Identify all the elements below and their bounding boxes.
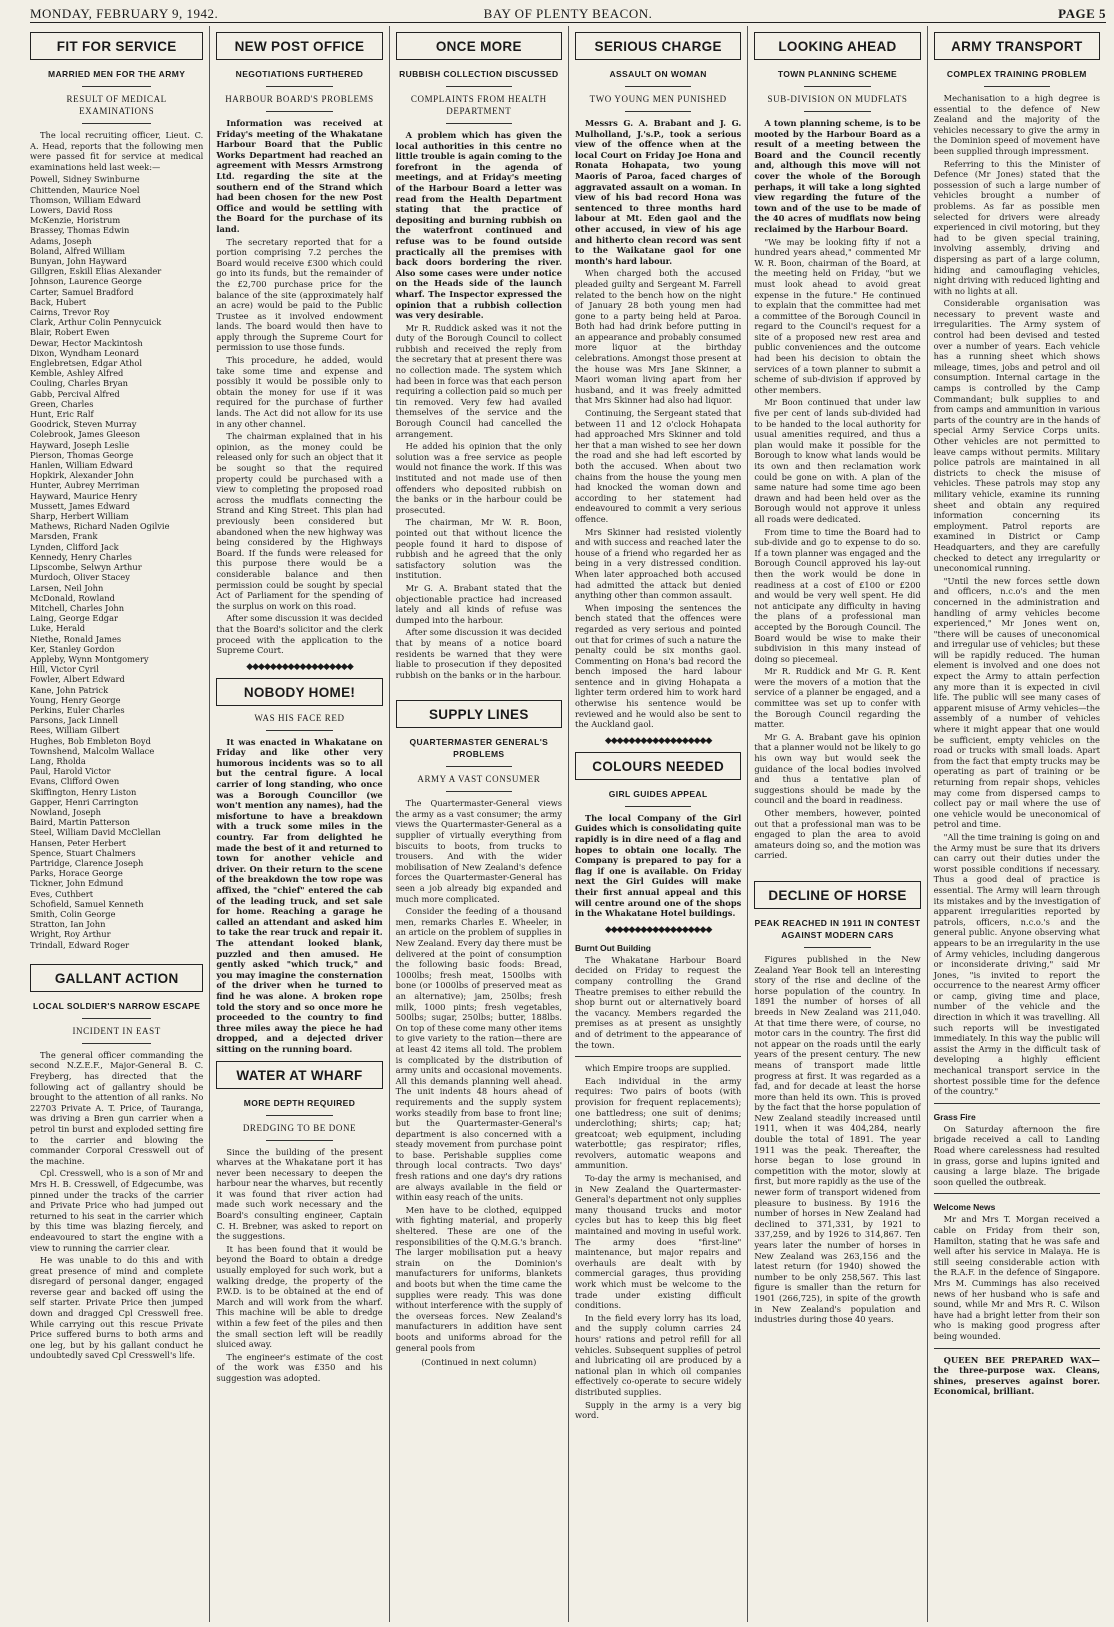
subheadline: PEAK REACHED IN 1911 IN CONTEST AGAINST MODERN CARS	[754, 917, 921, 940]
page-number: PAGE 5	[1058, 6, 1106, 21]
article-paragraph: After some discussion it was decided that the Board's solicitor and the clerk proceed with the application to the Supreme Court.	[216, 613, 383, 656]
recruit-name: Mitchell, Charles John	[30, 602, 125, 613]
recruit-name: Lang, Rholda	[30, 755, 86, 766]
recruit-name: Wright, Roy Arthur	[30, 929, 111, 940]
subheadline: QUARTERMASTER GENERAL'S PROBLEMS	[409, 737, 549, 760]
recruit-name: Perkins, Euler Charles	[30, 704, 125, 715]
recruit-name: Hill, Victor Cyril	[30, 664, 99, 675]
recruit-name: Hayward, Joseph Leslie	[30, 439, 130, 450]
article-paragraph: The Whakatane Harbour Board decided on Friday to request the company controlling the Grand Theatre premises to either rebuild the shop burnt out or alternatively board the vacancy. Members regarded the premises as at present as unsightly and of detriment to the appearance of the town.	[574, 954, 742, 1050]
article-paragraph: Referring to this the Minister of Defence (Mr Jones) stated that the possession of such a large number of vehicles brought a number of problems. As far as possible men selected for drivers were already experienced in civil motoring, but they had to be given special training, involving assembly, driving and dispersing as part of a large column, hiding and camouflaging vehicles, night driving with reduced lighting and with no lights at all.	[933, 158, 1100, 296]
divider	[446, 86, 513, 87]
column-3	[389, 26, 568, 1622]
recruit-name: Hunt, Eric Ralf	[30, 409, 94, 420]
subheadline-secondary: COMPLAINTS FROM HEALTH DEPARTMENT	[410, 94, 547, 116]
recruit-name: Rees, William Gilbert	[30, 725, 120, 736]
article-paragraph: "We may be looking fifty if not a hundred years ahead," commented Mr W. R. Boon, chairman of the Board, at the meeting held on Friday, "but we must look ahead to avoid great expense in the future." He continued to explain that the committee had met a committee of the Borough Council in regard to the Council's request for a site of a proposed new rest area and public conveniences and the outcome had been his decision to obtain the services of a town planner to submit a scheme of sub-division if approved by other members.	[754, 236, 921, 395]
recruit-name: McKenzie, Horistrum	[30, 215, 121, 226]
recruit-name: Englebretsen, Edgar Athol	[30, 358, 142, 369]
article-paragraph: When charged both the accused pleaded guilty and Sergeant M. Farrell related to the bench how on the night of January 28 both young men had gone to a party being held at Paroa. Both had had drink before putting in an appearance and probably consumed more liquor at the birthday celebrations. Amongst those present at the house was Mrs Jane Skinner, a Maori woman living apart from her husband, and it was freely admitted that Mrs Skinner had also had liquor.	[574, 268, 742, 406]
divider	[266, 1140, 333, 1141]
recruit-name: Brassey, Thomas Edwin	[30, 225, 130, 236]
recruit-name: Nowland, Joseph	[30, 806, 102, 817]
headline-water-at-wharf: WATER AT WHARF	[216, 1061, 382, 1089]
newspaper-name: BAY OF PLENTY BEACON.	[483, 6, 653, 21]
column-2	[209, 26, 388, 1622]
headline-supply-lines: SUPPLY LINES	[396, 700, 562, 728]
ornamental-divider: ◆◆◆◆◆◆◆◆◆◆◆◆◆◆◆◆◆◆	[604, 924, 712, 935]
recruit-name: Steel, William David McClellan	[30, 827, 161, 838]
divider	[82, 1043, 151, 1044]
recruit-name: Johnson, Laurence George	[30, 276, 142, 287]
recruit-name: Partridge, Clarence Joseph	[30, 857, 144, 868]
column-4	[568, 26, 747, 1622]
article-lead: A town planning scheme, is to be mooted by the Harbour Board as a result of a meeting between the Board and the Council recently and, although this move will not cover the whole of the Borough perhaps, it will take a long sighted view regarding the future of the town and of the use to be made of the 40 acres of mudflats now being reclaimed by the Harbour Board.	[754, 118, 921, 234]
recruit-name: Larsen, Neil John	[30, 582, 104, 593]
divider	[266, 730, 333, 731]
divider	[934, 1193, 1100, 1194]
recruit-name: Baird, Martin Patterson	[30, 817, 130, 828]
recruit-name: Stratton, Ian John	[30, 919, 106, 930]
recruit-name: Hansen, Peter Herbert	[30, 837, 126, 848]
article-paragraph: On Saturday afternoon the fire brigade received a call to Landing Road where carelessness had resulted in grass, gorse and lupins ignited and causing a large blaze. The brigade soon quelled the outbreak.	[933, 1123, 1100, 1187]
recruit-name: Gillgren, Eskill Elias Alexander	[30, 266, 162, 277]
article-paragraph: Supply in the army is a very big word.	[574, 1399, 742, 1421]
recruit-name: Trindall, Edward Roger	[30, 939, 130, 950]
column-5	[747, 26, 926, 1622]
article-paragraph: The local recruiting officer, Lieut. C. A. Head, reports that the following men were passed fit for service at medical examinations held last week:—	[30, 130, 204, 172]
headline-serious-charge: SERIOUS CHARGE	[575, 32, 741, 60]
headline-nobody-home: NOBODY HOME!	[216, 678, 382, 706]
subheadline-secondary: RESULT OF MEDICAL EXAMINATIONS	[66, 94, 167, 116]
divider	[625, 806, 692, 807]
subheadline-secondary: HARBOUR BOARD'S PROBLEMS	[225, 94, 374, 104]
divider	[446, 791, 513, 792]
recruit-name: Appleby, Wynn Montgomery	[30, 653, 149, 664]
divider	[82, 86, 151, 87]
recruit-name: Carter, Samuel Bradford	[30, 286, 134, 297]
recruit-name: Paul, Harold Victor	[30, 766, 111, 777]
subheadline-secondary: DREDGING TO BE DONE	[242, 1122, 357, 1133]
headline-decline-of-horse: DECLINE OF HORSE	[754, 881, 920, 909]
subheadline-secondary: ARMY A VAST CONSUMER	[417, 774, 541, 785]
subheadline: MARRIED MEN FOR THE ARMY	[48, 69, 186, 79]
recruit-name: Parsons, Jack Linnell	[30, 715, 118, 726]
subheadline: GIRL GUIDES APPEAL	[608, 788, 708, 799]
article-paragraph: Consider the feeding of a thousand men, remarks Charles E. Wheeler, in an article on the problem of supplies in New Zealand. Every day there must be delivered at the point of consumption the following basic foods: Bread, 1000lbs; fresh meat, 1500lbs with bone (or 1000lbs of preserved meat as an alternative); jam, 250lbs; fresh milk, 1000 pints; fresh vegetables, 500lbs; sugar, 250lbs; butter, 188lbs. On top of these come many other items to give variety to the ration—there are at least 42 items all told. The problem is complicated by the distribution of army units and occasional movements. All this demands planning well ahead. The unit indents 48 hours ahead of requirements and the supply system works steadily from base to front line; but the Quartermaster-General's department is also concerned with a steady movement from purchase point to base. Perishable supplies come through local contracts. Two days' fresh rations and one day's dry rations are always available in the field or within easy reach of the units.	[395, 906, 562, 1203]
issue-date: MONDAY, FEBRUARY 9, 1942.	[30, 6, 219, 21]
brief-heading: Grass Fire	[933, 1111, 976, 1122]
ornamental-divider: ◆◆◆◆◆◆◆◆◆◆◆◆◆◆◆◆◆◆	[604, 735, 712, 746]
article-paragraph: The local Company of the Girl Guides which is consolidating quite rapidly is in dire need of a flag and hopes to obtain one locally. The Company is prepared to pay for a flag if one is available. On Friday next the Girl Guides will make their first annual appeal and this will centre around one of the shops in the Whakatane Hotel buildings.	[574, 812, 742, 919]
divider	[266, 111, 333, 112]
article-paragraph: "All the time training is going on and the Army must be sure that its drivers can carry out their duties under the worst possible conditions if necessary. Thus a good deal of practice is essential. The Army will learn through its mistakes and by the investigation of apparent irregularities reported by patrols, officers, n.c.o.'s and the general public. Anyone observing what appears to be an irregularity in the use of Army vehicles, including dangerous or inconsiderate driving," said Mr Jones, "is invited to report the occurrence to the nearest Army officer or camp, giving time and place, number of the vehicle and the direction in which it was travelling. All such reports will be investigated immediately. In this way the public will assist the Army in the difficult task of developing a highly efficient mechanical transport service in the shortest possible time for the defence of the country."	[933, 831, 1100, 1097]
article-paragraph: The chairman explained that in his opinion, as the money could be released only for such an object that it be sought so that the required property could be purchased with a view to completing the proposed road across the mudflats connecting the Strand and King Street. This plan had previously been considered but abandoned when the new highway was being considered by the Highways Board. If the funds were released for this purpose there would be a considerable balance and then permission could be sought by special Act of Parliament for the spending of the surplus on work on this road.	[216, 431, 383, 611]
article-paragraph: Mr and Mrs T. Morgan received a cable on Friday from their son, Hamilton, stating that he was safe and well after his service in Malaya. He is still seeing considerable action with the R.A.F. in the defence of Singapore. Mrs M. Cummings has also received news of her husband who is safe and sound, while Mr and Mrs R. C. Wilson have had a bright letter from their son who is making good progress after being wounded.	[933, 1214, 1100, 1341]
article-paragraph: Mr R. Ruddick asked was it not the duty of the Borough Council to collect rubbish and received the reply from the secretary that at present there was no collection made. The system which had been in force was that each person requiring a collection paid so much per tin removed. Very few had availed themselves of the service and the Borough Council had cancelled the arrangement.	[395, 322, 562, 439]
recruit-name: Skiffington, Henry Liston	[30, 786, 137, 797]
subheadline: RUBBISH COLLECTION DISCUSSED	[399, 69, 559, 79]
article-paragraph: Men have to be clothed, equipped with fighting material, and properly sheltered. These are one of the responsibilities of the Q.M.G.'s branch. The larger mobilisation put a heavy strain on the Dominion's manufacturers for uniforms, blankets and boots but when the time came the supplies were ready. This was done without interference with the supply of the overseas forces. New Zealand's manufacturers in addition have sent boots and uniforms abroad for the general pools from	[395, 1204, 562, 1353]
recruit-name: Gabb, Percival Alfred	[30, 388, 120, 399]
recruit-name: Clark, Arthur Colin Pennycuick	[30, 317, 162, 328]
column-1	[30, 26, 209, 1622]
recruit-name: Laing, George Edgar	[30, 613, 118, 624]
subheadline: MORE DEPTH REQUIRED	[243, 1097, 356, 1108]
recruit-name: McDonald, Rowland	[30, 592, 115, 603]
subheadline: TOWN PLANNING SCHEME	[777, 69, 898, 79]
recruit-name: Lipscombe, Selwyn Arthur	[30, 562, 142, 573]
recruit-name: Mathews, Richard Naden Ogilvie	[30, 521, 170, 532]
recruit-name: Tickner, John Edmund	[30, 878, 124, 889]
recruit-name: Fowler, Albert Edward	[30, 674, 125, 685]
subheadline-secondary: INCIDENT IN EAST	[72, 1025, 161, 1036]
article-paragraph: When imposing the sentences the bench stated that the offences were regarded as very serious and pointed out that for crimes of such a nature the penalty could be six months gaol. Commenting on Hona's bad record the bench imposed the hard labour sentence and in giving Hohapata a lighter term ordered him to work hard otherwise his sentence would be reviewed and he would also be sent to the Auckland gaol.	[574, 602, 742, 730]
recruit-name: Sharp, Herbert William	[30, 511, 129, 522]
article-paragraph: Mr G. A. Brabant gave his opinion that a planner would not be likely to go his own way but would seek the guidance of the local bodies involved and thus a tentative plan of suggestions should be made by the council and the board in readiness.	[754, 731, 921, 806]
article-lead: Messrs G. A. Brabant and J. G. Mulholland, J.'s.P., took a serious view of the offence when at the local Court on Friday Joe Hona and Ronata Hohapata, two young Maoris of Paroa, faced charges of aggravated assault on a woman. In view of his bad record Hona was sentenced to three months hard labour at Mt. Eden gaol and the other accused, in view of his age and hitherto clean record was sent to the Waikatane gaol for one month's hard labour.	[574, 118, 742, 266]
recruit-name: Murdoch, Oliver Stacey	[30, 572, 130, 583]
divider	[934, 1348, 1100, 1349]
recruit-name: Spence, Stuart Chalmers	[30, 847, 136, 858]
recruit-name: Lowers, David Ross	[30, 204, 113, 215]
recruit-name: Schofield, Samuel Kenneth	[30, 898, 144, 909]
divider	[804, 947, 871, 948]
divider	[266, 1115, 333, 1116]
recruit-name: Kennedy, Henry Charles	[30, 551, 132, 562]
recruit-name: Hunter, Aubrey Merriman	[30, 480, 140, 491]
article-paragraph: From time to time the Board had to sub-divide and go to expense to do so. If a town planner was engaged and the Borough Council approved his lay-out then the work would be done in readiness at a cost of £100 or £200 and would be very well spent. He did not anticipate any difficulty in having the plans of a professional man accepted by the Borough Council. The Board would be wise to make their subdivision in this many instead of doing so piecemeal.	[754, 526, 921, 664]
recruit-name: Gapper, Henri Carrington	[30, 796, 139, 807]
recruit-name: Hanlen, William Edward	[30, 460, 133, 471]
recruit-name: Lynden, Clifford Jack	[30, 541, 119, 552]
subheadline: LOCAL SOLDIER'S NARROW ESCAPE	[32, 1000, 201, 1011]
recruit-name: Ker, Stanley Gordon	[30, 643, 115, 654]
recruit-name: Hayward, Maurice Henry	[30, 490, 138, 501]
headline-new-post-office: NEW POST OFFICE	[216, 32, 382, 60]
recruit-name: Luke, Herald	[30, 623, 86, 634]
article-paragraph: Mr R. Ruddick and Mr G. R. Kent were the movers of a motion that the service of a planner be engaged, and a committee was set up to confer with the Borough Council regarding the matter.	[754, 666, 921, 730]
recruit-name: Adams, Joseph	[30, 235, 92, 246]
divider	[934, 1103, 1100, 1104]
article-paragraph: Each individual in the army requires: Two pairs of boots (with provision for frequent replacements); one battledress; one suit of denims; underclothing; shirts; cap; hat; greatcoat; web equipment, including waterbottle; gas respirator; rifles, revolvers, automatic weapons and ammunition.	[574, 1075, 742, 1171]
recruit-name: Pierson, Thomas George	[30, 449, 134, 460]
article-paragraph: Mr G. A. Brabant stated that the objectionable practice had increased lately and all kinds of refuse was dumped into the harbour.	[395, 582, 562, 625]
article-paragraph: Mrs Skinner had resisted violently and with success and reached later the house of a friend who regarded her as being in a very distressed condition. When later approached both accused had admitted the attack but denied anything other than common assault.	[574, 526, 742, 601]
article-paragraph: Figures published in the New Zealand Year Book tell an interesting story of the rise and decline of the horse population of the country. In 1891 the number of horses of all breeds in New Zealand was 211,040. At that time there were, of course, no motor cars in the country. The first did not appear on the roads until the early years of the present century. The new means of transport made little progress at first. It was regarded as a fad, and for decade at least the horse more than held its own. This is proved by the fact that the horse population of New Zealand steadily increased until 1911, when it was 404,284, nearly double the total of 1891. The year 1911 was the peak. Thereafter, the horse began to lose ground in competition with the motor, slowly at first, but more rapidly as the use of the newer form of transport widened from pleasure to business. By 1916 the number of horses in New Zealand had declined to 371,331, by 1921 to 337,259, and by 1926 to 314,867. Ten years later the number of horses in New Zealand was 263,156 and the latest return (for 1940) showed the number to be only 258,567. This last figure is smaller than the return for 1901 (266,725), in spite of the growth in New Zealand's population and industries during those 40 years.	[754, 953, 921, 1325]
newspaper-columns	[30, 26, 1106, 1622]
recruit-name-list	[30, 174, 203, 949]
article-paragraph: The general officer commanding the second N.Z.E.F., Major-General B. C. Freyberg, has directed that the following act of gallantry should be brought to the attention of all ranks. No 22703 Private A. T. Price, of Tauranga, was driving a Bren gun carrier when a petrol tin burst and exploded setting fire to the carrier and blowing the commander Corporal Cresswell out of the machine.	[30, 1049, 204, 1166]
article-paragraph: Since the building of the present wharves at the Whakatane port it has never been necessary to deepen the harbour near the wharves, but recently it was found that river action had made such work necessary and the Board's consulting engineer, Captain C. H. Brebner, was asked to report on the suggestions.	[216, 1146, 383, 1242]
article-paragraph: It has been found that it would be beyond the Board to obtain a dredge usually employed for such work, but a walking dredge, the property of the P.W.D. is to be obtained at the end of March and will work from the wharf. This machine will be able to dredge within a few feet of the piles and then the small section left will be readily sluiced away.	[216, 1243, 383, 1350]
recruit-name: Marsden, Frank	[30, 531, 98, 542]
recruit-name: Kane, John Patrick	[30, 684, 109, 695]
recruit-name: Niethe, Ronald James	[30, 633, 122, 644]
continuation-note: (Continued in next column)	[421, 1357, 537, 1368]
article-paragraph: Cpl. Cresswell, who is a son of Mr and Mrs H. B. Cresswell, of Edgecumbe, was pinned under the tracks of the carrier and Private Price who had jumped out returned to his seat in the carrier which by this time was blazing fiercely, and endeavoured to start the engine with a view to running the carrier clear.	[30, 1168, 204, 1253]
subheadline: NEGOTIATIONS FURTHERED	[235, 69, 364, 79]
divider	[625, 111, 692, 112]
recruit-name: Thomson, William Edward	[30, 194, 141, 205]
recruit-name: Dixon, Wyndham Leonard	[30, 347, 140, 358]
divider	[804, 86, 871, 87]
article-paragraph: He added his opinion that the only solution was a free service as people would not finance the work. If this was instituted and not made use of then offenders who deposited rubbish on the banks or in the harbour could be prosecuted.	[395, 441, 562, 515]
article-paragraph: The chairman, Mr W. R. Boon, pointed out that without licence the people found it hard to dispose of rubbish and he agreed that the only satisfactory solution was the institution.	[395, 517, 562, 581]
recruit-name: Mussett, James Edward	[30, 500, 130, 511]
recruit-name: Chittenden, Maurice Noel	[30, 184, 140, 195]
article-lead: A problem which has given the local authorities in this centre no little trouble is again coming to the forefront in the agenda of meetings, and at Friday's meeting of the Harbour Board a letter was read from the Health Department stating that the practice of depositing and burning rubbish on the waterfront continued and refuse was to be found outside practically all the premises with back doors bordering the river. Also some cases were under notice on the Heads side of the launch wharf. The Inspector expressed the opinion that a rubbish collection was very desirable.	[395, 130, 562, 321]
subheadline-secondary: SUB-DIVISION ON MUDFLATS	[767, 94, 908, 104]
divider	[575, 1056, 741, 1057]
ornamental-divider: ◆◆◆◆◆◆◆◆◆◆◆◆◆◆◆◆◆◆	[246, 661, 353, 672]
divider	[82, 1018, 151, 1019]
article-paragraph: After some discussion it was decided that by means of a notice board residents be warned that they were liable to prosecution if they deposited rubbish on the banks or in the harbour.	[395, 627, 562, 680]
article-paragraph: Continuing, the Sergeant stated that between 11 and 12 o'clock Hohapata had approached Mrs Skinner and told her that a man wished to see her down the road and she had left escorted by both the accused. When about two chains from the house the young men had knocked the woman down and according to her statement had endeavoured to commit a very serious offence.	[574, 408, 742, 524]
recruit-name: Smith, Colin George	[30, 909, 116, 919]
headline-colours-needed: COLOURS NEEDED	[575, 752, 741, 780]
article-paragraph: The Quartermaster-General views the army as a vast consumer; the army views the Quartermaster-General as a supplier of virtually everything from biscuits to boots, from trucks to trousers. And with the wider mobilisation of New Zealand's defence forces the Quartermaster-General has seen a job already big expanded and much more complicated.	[395, 798, 562, 904]
recruit-name: Townshend, Malcolm Wallace	[30, 745, 155, 756]
subheadline-secondary: TWO YOUNG MEN PUNISHED	[589, 94, 727, 104]
divider	[446, 766, 513, 767]
article-paragraph: The secretary reported that for a portion comprising 7.2 perches the Board would receive £300 which could go into its funds, but the remainder of the £2,700 purchase price for the balance of the site (approximately half an acre) would be paid to the Public Trustee as it involved endowment lands. The board would then have to apply through the Supreme Court for permission to use those funds.	[216, 236, 383, 353]
recruit-name: Green, Charles	[30, 398, 94, 409]
recruit-name: Bunyan, John Hayward	[30, 256, 127, 266]
advertisement: QUEEN BEE PREPARED WAX—the three-purpose wax. Cleans, shines, preserves against borer. Economical, brilliant.	[933, 1354, 1100, 1397]
divider	[82, 123, 151, 124]
article-paragraph: Considerable organisation was necessary to prevent waste and irregularities. The Army system of control had been devised and tested over a number of years. Each vehicle has a running sheet which shows mileage, times, jobs and petrol and oil consumption. Internal cartage in the camps is controlled by the Camp Commandant; bulk supplies to and from camps and ammunition in various parts of the country are in the hands of special Army Service Corps units. Other vehicles are not permitted to leave camps without permits. Military police patrols are maintained in all districts to check the misuse of vehicles. These patrols may stop any military vehicle, examine its running sheet and obtain any required information concerning its employment. Patrol reports are examined in District or Camp Headquarters, and they are carefully checked to detect any irregularity or uneconomical running.	[933, 298, 1100, 574]
article-paragraph: In the field every lorry has its load, and the supply column carries 24 hours' rations and petrol refill for all vehicles. Subsequent supplies of petrol and lubricating oil are produced by a national plan in which oil companies effectively co-operate to secure widely distributed supplies.	[574, 1312, 742, 1397]
recruit-name: Hughes, Bob Embleton Boyd	[30, 735, 151, 746]
headline-looking-ahead: LOOKING AHEAD	[754, 32, 920, 60]
column-6	[927, 26, 1106, 1622]
recruit-name: Cairns, Trevor Roy	[30, 307, 110, 318]
divider	[446, 123, 513, 124]
article-paragraph: "Until the new forces settle down and officers, n.c.o's and the men concerned in the administration and handling of army vehicles become experienced," Mr Jones went on, "there will be causes of uneconomical and irregular use of vehicles; but these will be rapidly reduced. The human element is involved and one does not expect the Army to attain perfection any more than it is expected in civil life. The public will see many cases of apparent misuse of Army vehicles—the assembly of a number of vehicles where it might appear that one would be sufficient, empty vehicles on the road or trucks with small loads. Apart from the fact that empty trucks may be operating as part of training or be returning from repair shops, vehicles may come from dispersed camps to collect pay or mail where the use of one vehicle would be uneconomical of petrol and time.	[933, 575, 1100, 830]
headline-army-transport: ARMY TRANSPORT	[934, 32, 1100, 60]
headline-fit-for-service: FIT FOR SERVICE	[30, 32, 203, 60]
recruit-name: Couling, Charles Bryan	[30, 378, 129, 389]
subheadline: COMPLEX TRAINING PROBLEM	[946, 69, 1087, 79]
headline-gallant-action: GALLANT ACTION	[30, 964, 203, 992]
recruit-name: Back, Hubert	[30, 296, 87, 307]
article-paragraph: Mechanisation to a high degree is essential to the defence of New Zealand and the majority of the vehicles necessary to give the army in the Dominion speed of movement have been supplied through impressment.	[933, 93, 1100, 156]
article-paragraph: The engineer's estimate of the cost of the work was £350 and his suggestion was adopted.	[216, 1351, 383, 1383]
headline-once-more: ONCE MORE	[396, 32, 562, 60]
divider	[625, 86, 692, 87]
recruit-name: Boland, Alfred William	[30, 245, 125, 256]
article-paragraph: This procedure, he added, would take some time and expense and possibly it would be possible only to obtain the money for use if it was required for the purchase of further lands. The Act did not allow for its use in any other channel.	[216, 355, 383, 429]
recruit-name: Powell, Sidney Swinburne	[30, 174, 140, 185]
article-lead: Information was received at Friday's meeting of the Whakatane Harbour Board that the Public Works Department had reached an agreement with Messrs Armstrong Ltd. regarding the site at the southern end of the Strand which had been chosen for the new Post Office and would be settling with the Board for the purchase of its land.	[216, 118, 383, 234]
masthead	[30, 4, 1106, 23]
divider	[804, 111, 871, 112]
divider	[984, 86, 1051, 87]
article-paragraph: It was enacted in Whakatane on Friday and like other very humorous incidents was so to all but the central figure. A local carrier of long standing, who once was a Borough Councillor (we won't mention any names), had the misfortune to have a breakdown with a truck some miles in the country. Far from delighted he made the best of it and returned to town for another vehicle and driver. On their return to the scene of the breakdown the tow rope was affixed, the "chief" entered the cab of the leading truck, and set sale for home. Reaching a garage he called an attendant and asked him to take the rear truck and repair it. The attendant looked blank, puzzled and then amused. He gently asked "which truck," and you may imagine the consternation of the driver when he turned to find he was alone. A broken rope told the story and so once more he proceeded to the country to find three miles away the piece he had dropped, and a dejected driver sitting on the running board.	[216, 736, 383, 1054]
recruit-name: Young, Henry George	[30, 694, 121, 705]
subheadline-secondary: WAS HIS FACE RED	[254, 712, 345, 723]
article-paragraph: which Empire troops are supplied.	[584, 1063, 731, 1074]
article-paragraph: Other members, however, pointed out that a professional man was to be engaged to plan the area to avoid amateurs doing so, and the motion was carried.	[754, 808, 921, 861]
recruit-name: Evans, Clifford Owen	[30, 776, 120, 787]
brief-heading: Welcome News	[933, 1202, 996, 1213]
recruit-name: Parks, Horace George	[30, 868, 123, 879]
recruit-name: Eves, Cuthbert	[30, 888, 94, 899]
recruit-name: Blair, Robert Ewen	[30, 327, 110, 338]
recruit-name: Kemble, Ashley Alfred	[30, 368, 124, 379]
brief-heading: Burnt Out Building	[574, 942, 651, 953]
recruit-name: Goodrick, Steven Murray	[30, 419, 137, 430]
recruit-name: Colebrook, James Gleeson	[30, 429, 141, 440]
subheadline: ASSAULT ON WOMAN	[609, 69, 707, 79]
article-paragraph: To-day the army is mechanised, and in New Zealand the Quartermaster-General's department not only supplies many thousand trucks and motor cycles but has to keep this big fleet maintained and moving in useful work. The army does "first-line" maintenance, but major repairs and overhauls are dealt with by commercial garages, thus providing work which must be welcome to the trade under existing difficult conditions.	[574, 1173, 742, 1311]
divider	[266, 86, 333, 87]
recruit-name: Hopkirk, Alexander John	[30, 470, 134, 481]
recruit-name: Dewar, Hector Mackintosh	[30, 337, 143, 348]
article-paragraph: He was unable to do this and with great presence of mind and complete disregard of personal danger, engaged reverse gear and backed off using the self starter. Private Price then jumped down and dragged Cpl Cresswell free. While carrying out this rescue Private Price suffered burns to both arms and one leg, but by his gallant conduct he undoubtedly saved Cpl Cresswell's life.	[30, 1255, 204, 1361]
article-paragraph: Mr Boon continued that under law five per cent of lands sub-divided had to be handed to the local authority for usual amenities required, and thus a plan would make it possible for the Borough to know what lands would be its own and then reclamation work could be gone on with. A plan of the same nature had some time ago been drawn and had been held over as the Borough would not approve it unless all roads were dedicated.	[754, 397, 921, 524]
